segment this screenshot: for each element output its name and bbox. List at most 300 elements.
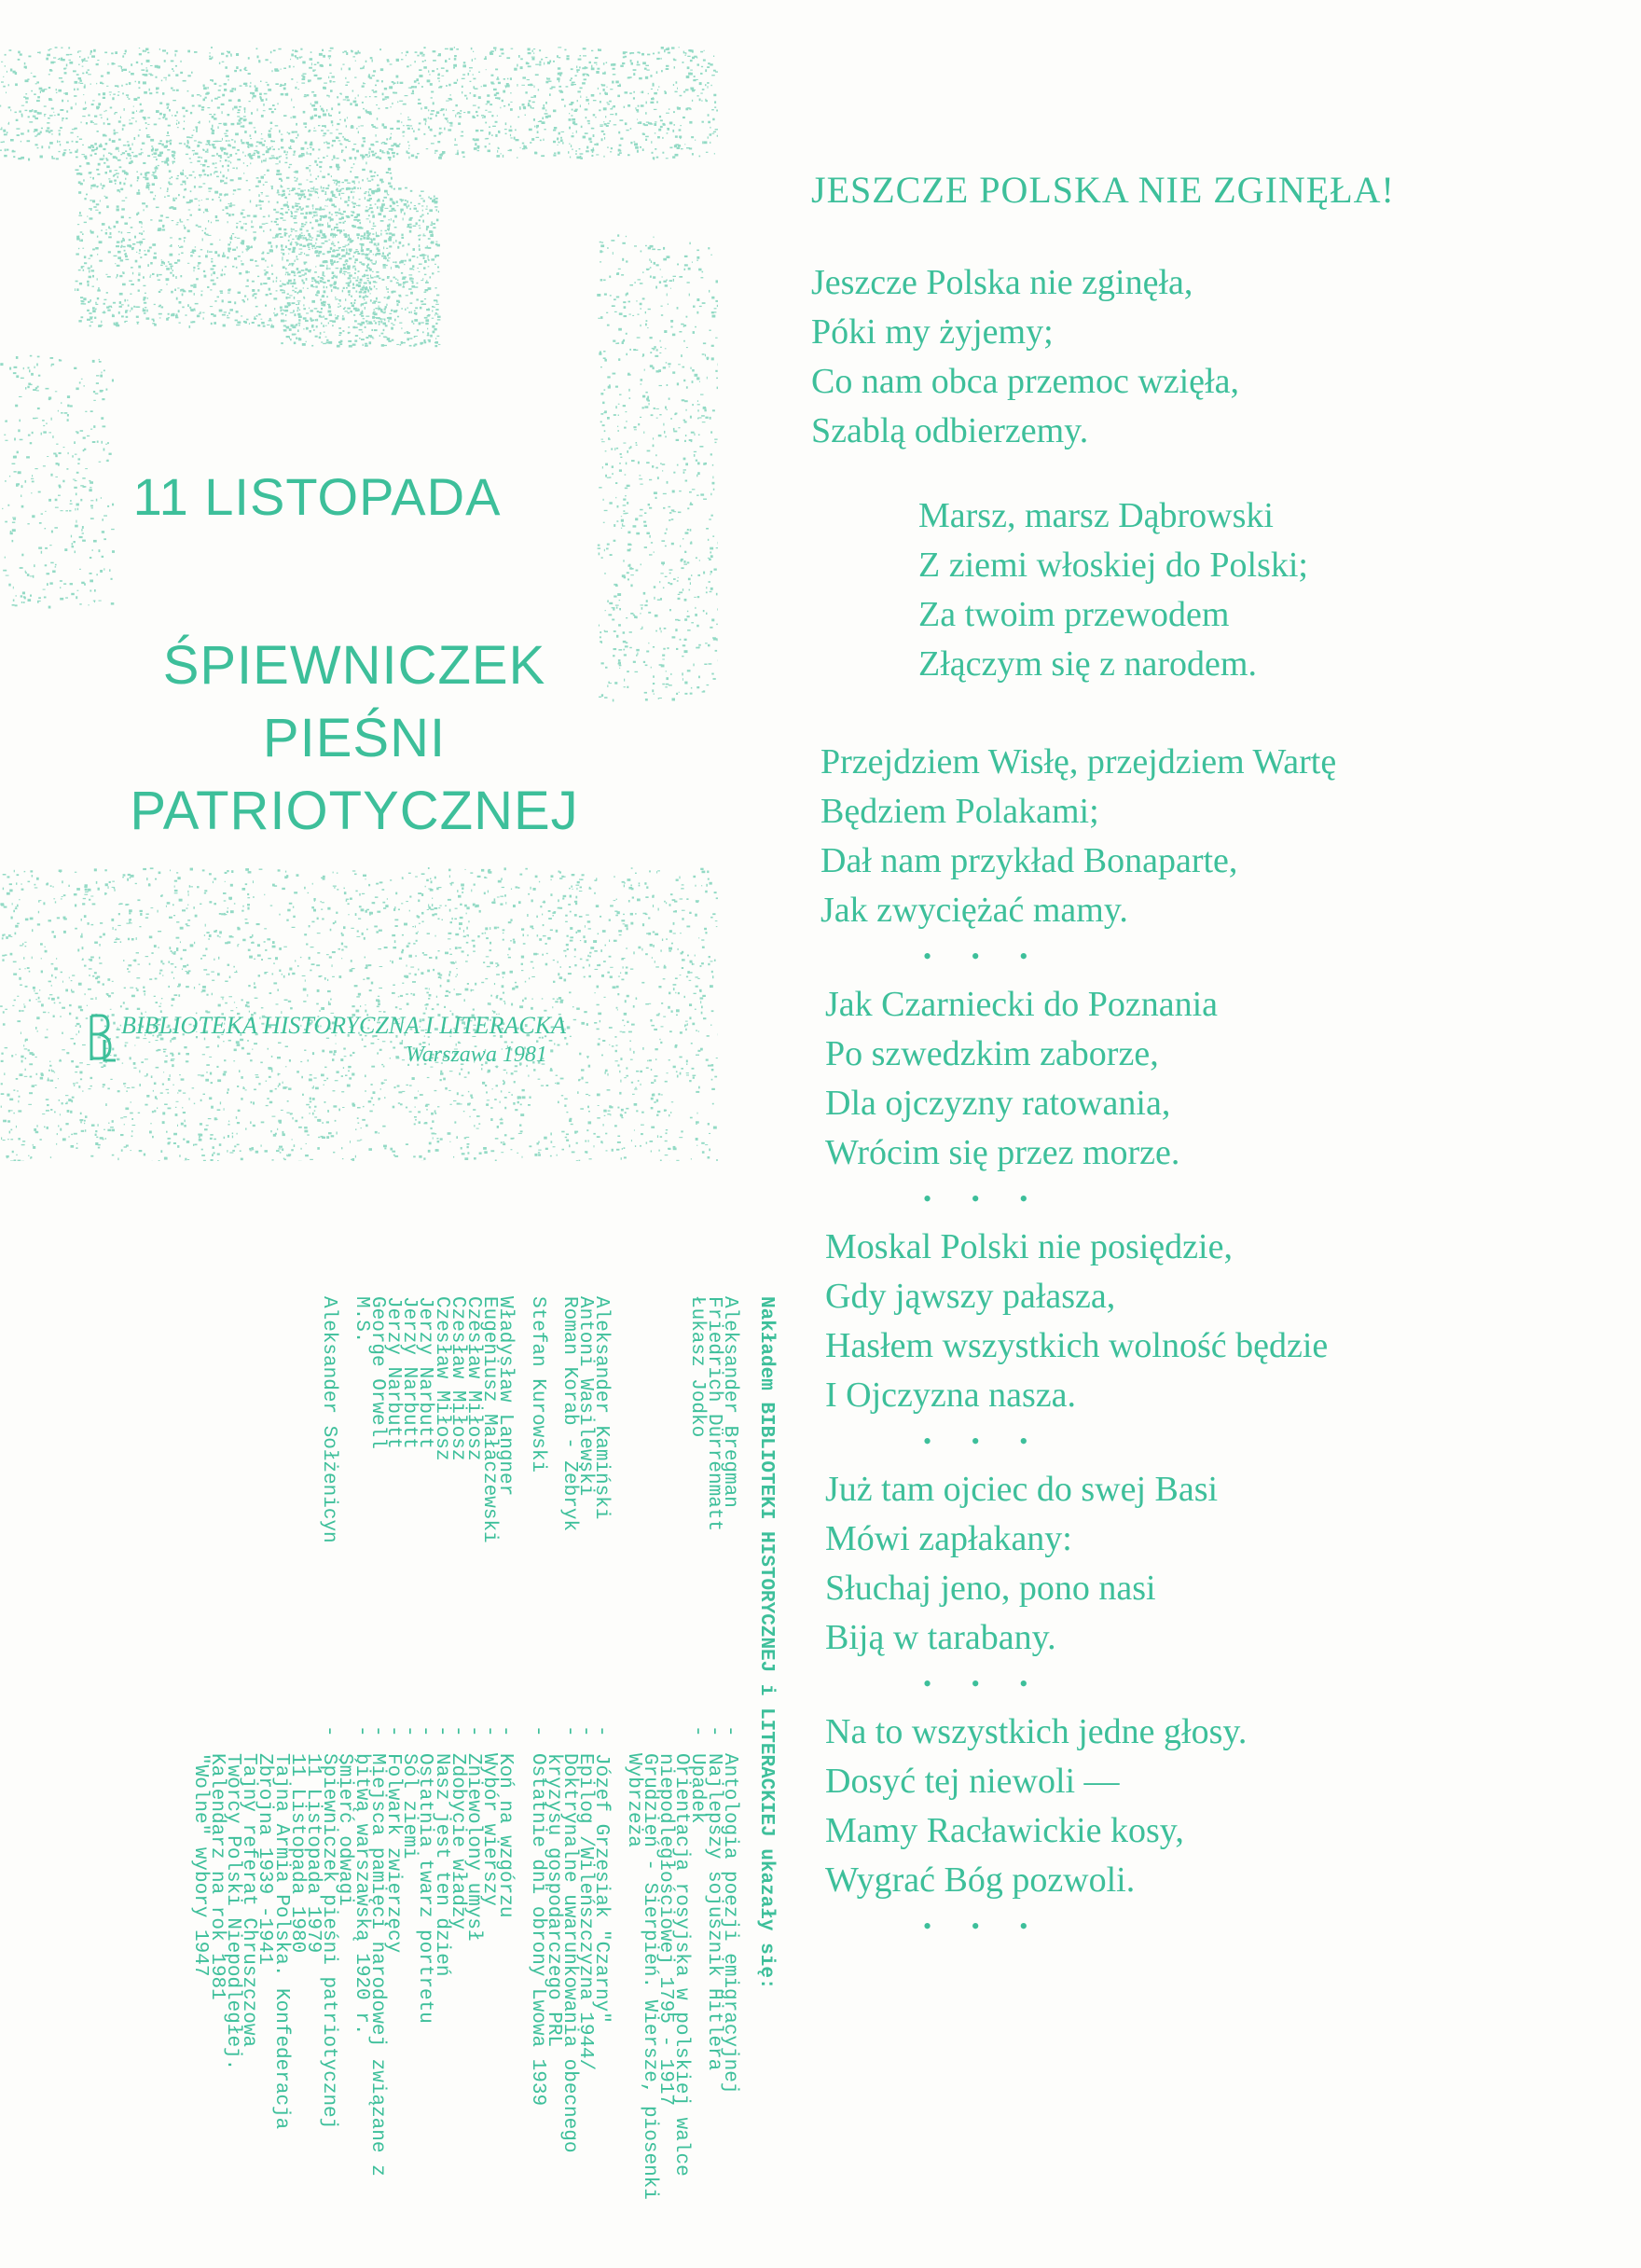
texture-speck bbox=[625, 488, 627, 490]
texture-speck bbox=[667, 1072, 669, 1073]
texture-speck bbox=[129, 98, 131, 100]
texture-speck bbox=[600, 242, 601, 243]
texture-speck bbox=[596, 64, 597, 65]
texture-speck bbox=[462, 131, 464, 133]
texture-speck bbox=[120, 117, 121, 118]
texture-speck bbox=[297, 313, 300, 316]
texture-speck bbox=[90, 316, 92, 317]
texture-speck bbox=[649, 258, 650, 260]
texture-speck bbox=[326, 286, 327, 288]
texture-speck bbox=[293, 116, 296, 118]
texture-speck bbox=[255, 150, 258, 151]
texture-speck bbox=[575, 150, 577, 151]
texture-speck bbox=[342, 273, 343, 274]
texture-speck bbox=[108, 236, 112, 238]
texture-speck bbox=[679, 592, 683, 594]
texture-speck bbox=[90, 187, 91, 189]
texture-speck bbox=[338, 327, 341, 329]
texture-speck bbox=[336, 268, 339, 269]
texture-speck bbox=[624, 427, 627, 429]
texture-speck bbox=[425, 122, 426, 125]
texture-speck bbox=[145, 307, 147, 308]
texture-speck bbox=[169, 263, 172, 265]
texture-speck bbox=[198, 268, 200, 270]
texture-speck bbox=[656, 102, 658, 104]
texture-speck bbox=[288, 265, 289, 266]
texture-speck bbox=[618, 430, 619, 432]
texture-speck bbox=[338, 222, 341, 224]
texture-speck bbox=[347, 117, 348, 118]
texture-speck bbox=[332, 951, 336, 953]
texture-speck bbox=[607, 102, 609, 103]
texture-speck bbox=[644, 124, 648, 126]
texture-speck bbox=[187, 141, 189, 144]
texture-speck bbox=[500, 107, 501, 109]
texture-speck bbox=[312, 204, 314, 207]
texture-speck bbox=[422, 921, 424, 923]
texture-speck bbox=[586, 97, 588, 98]
texture-speck bbox=[701, 101, 703, 102]
texture-speck bbox=[437, 267, 439, 269]
texture-speck bbox=[600, 279, 603, 281]
texture-speck bbox=[418, 99, 420, 101]
texture-speck bbox=[295, 211, 298, 212]
texture-speck bbox=[98, 163, 101, 166]
texture-speck bbox=[692, 404, 694, 406]
texture-speck bbox=[143, 285, 145, 286]
texture-speck bbox=[410, 302, 413, 304]
texture-speck bbox=[368, 282, 369, 284]
texture-speck bbox=[183, 170, 184, 172]
texture-speck bbox=[310, 240, 313, 241]
texture-speck bbox=[683, 62, 684, 63]
texture-speck bbox=[332, 159, 334, 160]
texture-speck bbox=[189, 307, 191, 309]
texture-speck bbox=[598, 88, 599, 90]
texture-speck bbox=[193, 284, 196, 286]
texture-speck bbox=[294, 297, 295, 299]
texture-speck bbox=[695, 607, 696, 609]
texture-speck bbox=[539, 61, 541, 62]
texture-speck bbox=[537, 131, 539, 133]
texture-speck bbox=[630, 574, 634, 575]
texture-speck bbox=[502, 53, 504, 55]
texture-speck bbox=[314, 308, 318, 309]
texture-speck bbox=[155, 170, 156, 172]
texture-speck bbox=[233, 194, 235, 195]
texture-speck bbox=[700, 51, 703, 53]
texture-speck bbox=[491, 134, 493, 136]
texture-speck bbox=[21, 1056, 23, 1058]
texture-speck bbox=[653, 157, 655, 159]
texture-speck bbox=[302, 208, 304, 210]
texture-speck bbox=[673, 578, 676, 580]
texture-speck bbox=[362, 102, 364, 104]
texture-speck bbox=[87, 281, 90, 284]
texture-speck bbox=[377, 188, 379, 191]
texture-speck bbox=[390, 106, 392, 107]
texture-speck bbox=[625, 122, 627, 125]
texture-speck bbox=[343, 99, 346, 100]
texture-speck bbox=[255, 88, 258, 90]
texture-speck bbox=[664, 330, 667, 333]
texture-speck bbox=[227, 256, 228, 258]
texture-speck bbox=[654, 346, 655, 349]
texture-speck bbox=[313, 329, 315, 331]
texture-speck bbox=[683, 420, 685, 422]
texture-speck bbox=[638, 462, 640, 464]
texture-speck bbox=[297, 292, 299, 294]
texture-speck bbox=[707, 357, 710, 360]
texture-speck bbox=[315, 215, 318, 216]
texture-speck bbox=[544, 104, 545, 107]
texture-speck bbox=[126, 173, 129, 175]
texture-speck bbox=[308, 270, 310, 272]
texture-speck bbox=[290, 312, 294, 313]
texture-speck bbox=[322, 242, 325, 244]
texture-speck bbox=[64, 68, 67, 69]
texture-speck bbox=[299, 206, 301, 209]
texture-speck bbox=[474, 94, 476, 97]
texture-speck bbox=[264, 140, 266, 142]
texture-speck bbox=[265, 59, 268, 61]
texture-speck bbox=[227, 315, 228, 316]
texture-speck bbox=[76, 281, 78, 283]
texture-speck bbox=[510, 77, 512, 80]
texture-speck bbox=[33, 116, 34, 118]
texture-speck bbox=[367, 290, 369, 292]
texture-speck bbox=[428, 70, 429, 71]
texture-speck bbox=[424, 106, 427, 109]
texture-speck bbox=[388, 257, 391, 258]
texture-speck bbox=[241, 263, 244, 265]
texture-speck bbox=[444, 128, 446, 131]
texture-speck bbox=[355, 97, 356, 99]
texture-speck bbox=[648, 612, 651, 614]
texture-speck bbox=[280, 289, 283, 291]
texture-speck bbox=[591, 68, 595, 71]
texture-speck bbox=[427, 245, 428, 247]
texture-speck bbox=[408, 259, 411, 262]
texture-speck bbox=[243, 162, 244, 164]
texture-speck bbox=[603, 62, 605, 64]
texture-speck bbox=[138, 81, 140, 84]
texture-speck bbox=[296, 137, 297, 138]
texture-speck bbox=[321, 130, 324, 131]
texture-speck bbox=[346, 253, 348, 256]
texture-speck bbox=[575, 75, 577, 76]
texture-speck bbox=[704, 664, 707, 666]
texture-speck bbox=[378, 302, 380, 303]
texture-speck bbox=[250, 259, 254, 261]
texture-speck bbox=[257, 205, 261, 206]
texture-speck bbox=[269, 130, 271, 131]
texture-speck bbox=[643, 661, 645, 663]
texture-speck bbox=[591, 94, 595, 97]
texture-speck bbox=[660, 598, 662, 601]
texture-speck bbox=[347, 204, 349, 206]
texture-speck bbox=[220, 290, 223, 292]
texture-speck bbox=[269, 158, 272, 159]
texture-speck bbox=[217, 107, 220, 109]
texture-speck bbox=[397, 81, 399, 84]
texture-speck bbox=[703, 572, 705, 574]
texture-speck bbox=[576, 157, 580, 159]
texture-speck bbox=[226, 76, 229, 78]
texture-speck bbox=[418, 83, 420, 85]
texture-speck bbox=[285, 245, 287, 248]
texture-speck bbox=[203, 99, 206, 102]
texture-speck bbox=[152, 273, 155, 275]
texture-speck bbox=[356, 285, 360, 286]
texture-speck bbox=[310, 146, 311, 148]
texture-speck bbox=[697, 409, 698, 411]
texture-speck bbox=[103, 303, 105, 305]
texture-speck bbox=[87, 310, 90, 311]
texture-speck bbox=[243, 301, 245, 303]
texture-speck bbox=[92, 286, 95, 287]
texture-speck bbox=[597, 68, 600, 70]
texture-speck bbox=[191, 251, 194, 253]
texture-speck bbox=[386, 172, 389, 173]
texture-speck bbox=[647, 327, 649, 328]
texture-speck bbox=[331, 289, 333, 292]
cover-panel bbox=[0, 47, 718, 1161]
texture-speck bbox=[469, 70, 471, 71]
texture-speck bbox=[636, 655, 637, 657]
texture-speck bbox=[285, 314, 286, 316]
texture-speck bbox=[473, 105, 476, 106]
texture-speck bbox=[386, 138, 388, 140]
texture-speck bbox=[171, 267, 172, 270]
texture-speck bbox=[252, 92, 255, 95]
texture-speck bbox=[373, 91, 375, 93]
texture-speck bbox=[288, 167, 290, 169]
texture-speck bbox=[600, 126, 602, 127]
texture-speck bbox=[25, 68, 27, 69]
texture-speck bbox=[661, 1003, 663, 1004]
texture-speck bbox=[478, 96, 481, 99]
texture-speck bbox=[421, 191, 424, 192]
texture-speck bbox=[617, 234, 619, 236]
texture-speck bbox=[190, 322, 193, 324]
texture-speck bbox=[658, 52, 660, 54]
texture-speck bbox=[350, 290, 351, 291]
texture-speck bbox=[236, 267, 238, 269]
texture-speck bbox=[189, 200, 193, 202]
texture-speck bbox=[398, 187, 402, 189]
texture-speck bbox=[546, 78, 550, 80]
texture-speck bbox=[133, 156, 136, 158]
texture-speck bbox=[288, 240, 290, 242]
texture-speck bbox=[605, 92, 608, 95]
texture-speck bbox=[409, 230, 412, 233]
texture-speck bbox=[374, 172, 376, 173]
texture-speck bbox=[602, 424, 605, 426]
texture-speck bbox=[105, 110, 106, 112]
texture-speck bbox=[261, 258, 265, 261]
texture-speck bbox=[365, 210, 369, 213]
texture-speck bbox=[401, 341, 403, 344]
texture-speck bbox=[391, 327, 393, 330]
texture-speck bbox=[328, 311, 332, 313]
texture-speck bbox=[452, 110, 454, 111]
texture-speck bbox=[268, 89, 271, 91]
texture-speck bbox=[288, 194, 290, 196]
texture-speck bbox=[74, 95, 76, 97]
texture-speck bbox=[284, 83, 286, 86]
texture-speck bbox=[269, 318, 271, 321]
texture-speck bbox=[276, 290, 278, 291]
texture-speck bbox=[650, 102, 654, 104]
texture-speck bbox=[636, 532, 640, 535]
texture-speck bbox=[438, 74, 440, 76]
texture-speck bbox=[58, 130, 61, 131]
texture-speck bbox=[421, 304, 424, 305]
texture-speck bbox=[289, 164, 292, 165]
texture-speck bbox=[402, 52, 403, 54]
texture-speck bbox=[715, 442, 717, 443]
texture-speck bbox=[714, 311, 717, 312]
texture-speck bbox=[378, 199, 379, 201]
texture-speck bbox=[90, 177, 92, 178]
texture-speck bbox=[318, 125, 320, 126]
texture-speck bbox=[296, 244, 297, 246]
texture-speck bbox=[593, 100, 597, 101]
texture-speck bbox=[546, 953, 548, 954]
texture-speck bbox=[117, 159, 121, 161]
texture-speck bbox=[653, 445, 655, 448]
texture-speck bbox=[528, 52, 531, 54]
texture-speck bbox=[331, 255, 335, 257]
texture-speck bbox=[270, 186, 273, 187]
texture-speck bbox=[310, 270, 311, 272]
texture-speck bbox=[419, 264, 422, 265]
texture-speck bbox=[705, 69, 707, 72]
texture-speck bbox=[652, 152, 654, 154]
texture-speck bbox=[384, 190, 388, 193]
texture-speck bbox=[266, 98, 268, 101]
texture-speck bbox=[627, 572, 629, 574]
texture-speck bbox=[340, 1058, 343, 1061]
texture-speck bbox=[115, 183, 116, 185]
texture-speck bbox=[21, 115, 23, 118]
texture-speck bbox=[298, 239, 300, 240]
texture-speck bbox=[108, 251, 111, 253]
texture-speck bbox=[421, 342, 424, 344]
texture-speck bbox=[309, 165, 310, 166]
texture-speck bbox=[401, 121, 402, 123]
texture-speck bbox=[125, 259, 129, 260]
texture-speck bbox=[288, 305, 290, 307]
texture-speck bbox=[301, 232, 303, 233]
texture-speck bbox=[268, 277, 270, 280]
texture-speck bbox=[287, 282, 290, 284]
texture-speck bbox=[623, 56, 626, 58]
texture-speck bbox=[255, 265, 259, 266]
texture-speck bbox=[79, 212, 81, 214]
texture-speck bbox=[352, 287, 355, 289]
texture-speck bbox=[438, 157, 442, 159]
texture-speck bbox=[694, 76, 696, 77]
texture-speck bbox=[71, 106, 73, 109]
texture-speck bbox=[640, 283, 643, 284]
texture-speck bbox=[180, 72, 183, 74]
texture-speck bbox=[179, 301, 182, 304]
texture-speck bbox=[434, 907, 438, 909]
texture-speck bbox=[375, 203, 377, 204]
texture-speck bbox=[275, 83, 279, 85]
texture-speck bbox=[530, 926, 533, 928]
texture-speck bbox=[197, 145, 199, 147]
texture-speck bbox=[641, 379, 643, 381]
texture-speck bbox=[117, 251, 121, 254]
texture-speck bbox=[170, 254, 173, 256]
texture-speck bbox=[603, 280, 606, 282]
texture-speck bbox=[337, 96, 338, 98]
texture-speck bbox=[285, 274, 286, 276]
texture-speck bbox=[117, 189, 119, 192]
texture-speck bbox=[203, 85, 205, 87]
texture-speck bbox=[420, 52, 423, 55]
texture-speck bbox=[123, 272, 125, 275]
texture-speck bbox=[117, 85, 119, 87]
texture-speck bbox=[116, 277, 117, 279]
texture-speck bbox=[19, 111, 21, 113]
texture-speck bbox=[295, 131, 298, 133]
texture-speck bbox=[309, 212, 312, 214]
texture-speck bbox=[144, 118, 146, 119]
texture-speck bbox=[5, 65, 6, 67]
texture-speck bbox=[128, 155, 131, 157]
texture-speck bbox=[332, 321, 336, 323]
texture-speck bbox=[630, 613, 633, 615]
texture-speck bbox=[330, 262, 334, 264]
texture-speck bbox=[310, 144, 313, 146]
texture-speck bbox=[455, 154, 457, 155]
texture-speck bbox=[244, 321, 247, 324]
texture-speck bbox=[190, 190, 192, 192]
texture-speck bbox=[603, 121, 604, 122]
texture-speck bbox=[393, 155, 394, 158]
texture-speck bbox=[77, 224, 79, 225]
texture-speck bbox=[79, 165, 81, 167]
texture-speck bbox=[333, 235, 334, 238]
texture-speck bbox=[689, 242, 690, 245]
texture-speck bbox=[289, 263, 291, 265]
texture-speck bbox=[691, 574, 692, 576]
texture-speck bbox=[252, 97, 253, 100]
texture-speck bbox=[337, 167, 340, 169]
texture-speck bbox=[25, 110, 28, 111]
texture-speck bbox=[173, 70, 174, 72]
texture-speck bbox=[210, 289, 212, 290]
texture-speck bbox=[281, 146, 283, 148]
texture-speck bbox=[595, 117, 596, 118]
texture-speck bbox=[697, 463, 700, 465]
texture-speck bbox=[187, 304, 189, 307]
texture-speck bbox=[301, 223, 304, 225]
texture-speck bbox=[319, 53, 323, 56]
texture-speck bbox=[568, 151, 569, 154]
texture-speck bbox=[190, 214, 193, 216]
texture-speck bbox=[199, 984, 200, 986]
texture-speck bbox=[696, 298, 699, 301]
texture-speck bbox=[620, 150, 621, 152]
texture-speck bbox=[558, 57, 561, 58]
texture-speck bbox=[385, 325, 388, 326]
texture-speck bbox=[250, 134, 252, 136]
